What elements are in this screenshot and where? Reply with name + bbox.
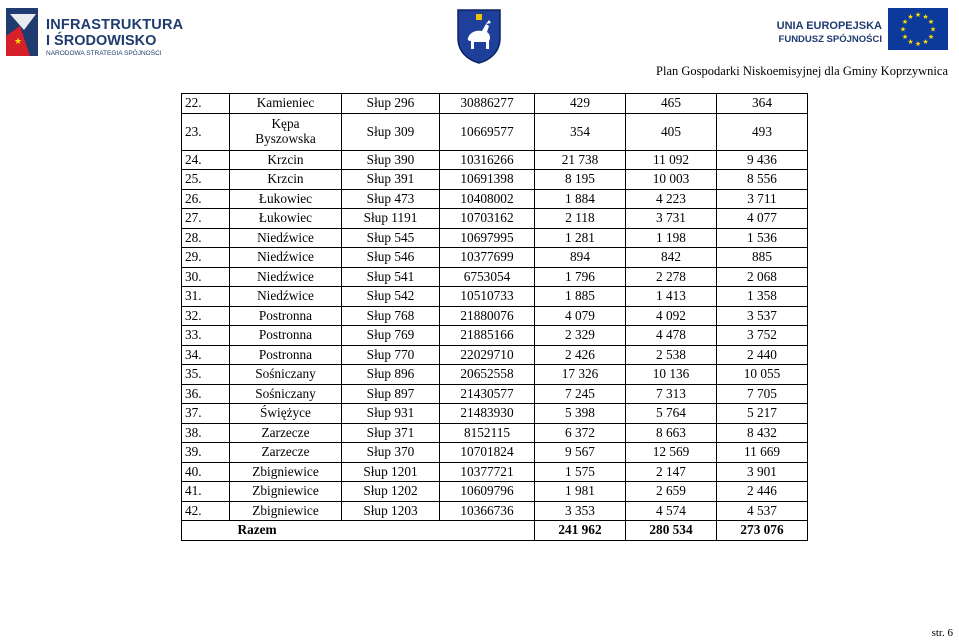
place-cell: Krzcin — [230, 150, 342, 170]
pole-cell: Słup 1202 — [342, 482, 440, 502]
value3-cell: 885 — [717, 248, 808, 268]
place-cell: Niedźwice — [230, 228, 342, 248]
value1-cell: 1 885 — [535, 287, 626, 307]
code-cell: 20652558 — [440, 365, 535, 385]
value2-cell: 5 764 — [626, 404, 717, 424]
code-cell: 21885166 — [440, 326, 535, 346]
pole-cell: Słup 1203 — [342, 501, 440, 521]
value1-cell: 2 426 — [535, 345, 626, 365]
value3-cell: 2 440 — [717, 345, 808, 365]
value2-cell: 3 731 — [626, 209, 717, 229]
row-number-cell: 28. — [182, 228, 230, 248]
row-number-cell: 32. — [182, 306, 230, 326]
eu-logo-line1: UNIA EUROPEJSKA — [776, 20, 882, 32]
value2-cell: 465 — [626, 94, 717, 114]
row-number-cell: 26. — [182, 189, 230, 209]
pole-cell: Słup 768 — [342, 306, 440, 326]
code-cell: 10701824 — [440, 443, 535, 463]
value3-cell: 9 436 — [717, 150, 808, 170]
place-cell: Łukowiec — [230, 209, 342, 229]
row-number-cell: 40. — [182, 462, 230, 482]
place-cell: Postronna — [230, 306, 342, 326]
place-cell: Zarzecze — [230, 443, 342, 463]
svg-text:★: ★ — [927, 33, 935, 41]
svg-text:★: ★ — [907, 38, 914, 46]
value2-cell: 842 — [626, 248, 717, 268]
value1-cell: 3 353 — [535, 501, 626, 521]
row-number-cell: 24. — [182, 150, 230, 170]
svg-text:★: ★ — [907, 13, 914, 21]
value1-cell: 1 796 — [535, 267, 626, 287]
eu-logo-line2: FUNDUSZ SPÓJNOŚCI — [778, 34, 882, 45]
pole-cell: Słup 371 — [342, 423, 440, 443]
svg-text:★: ★ — [922, 13, 929, 21]
row-number-cell: 33. — [182, 326, 230, 346]
place-line1: Kępa — [271, 116, 300, 131]
code-cell: 10669577 — [440, 113, 535, 150]
value3-cell: 2 068 — [717, 267, 808, 287]
infrastruktura-logo-line2: I ŚRODOWISKO — [46, 33, 157, 49]
value1-cell: 5 398 — [535, 404, 626, 424]
value1-cell: 2 118 — [535, 209, 626, 229]
value3-cell: 493 — [717, 113, 808, 150]
pole-cell: Słup 896 — [342, 365, 440, 385]
place-cell: Sośniczany — [230, 365, 342, 385]
value2-cell: 4 478 — [626, 326, 717, 346]
place-line2: Byszowska — [255, 131, 316, 146]
total-v3-cell: 273 076 — [717, 521, 808, 541]
place-cell — [230, 113, 342, 150]
value1-cell: 6 372 — [535, 423, 626, 443]
code-cell: 21880076 — [440, 306, 535, 326]
value2-cell: 8 663 — [626, 423, 717, 443]
value2-cell: 1 198 — [626, 228, 717, 248]
pole-cell: Słup 296 — [342, 94, 440, 114]
table-row — [182, 170, 808, 190]
svg-text:★: ★ — [899, 25, 907, 34]
total-label: Razem — [230, 521, 535, 541]
infrastruktura-logo-line3: NARODOWA STRATEGIA SPÓJNOŚCI — [46, 50, 162, 57]
code-cell: 21430577 — [440, 384, 535, 404]
value1-cell: 9 567 — [535, 443, 626, 463]
code-cell: 6753054 — [440, 267, 535, 287]
place-cell: Łukowiec — [230, 189, 342, 209]
value1-cell: 429 — [535, 94, 626, 114]
value3-cell: 3 537 — [717, 306, 808, 326]
pole-cell: Słup 390 — [342, 150, 440, 170]
place-cell: Niedźwice — [230, 248, 342, 268]
place-cell: Niedźwice — [230, 267, 342, 287]
place-multiline — [255, 116, 316, 146]
table-row — [182, 482, 808, 502]
code-cell: 10697995 — [440, 228, 535, 248]
svg-text:★: ★ — [929, 25, 937, 34]
infrastruktura-logo-line1: INFRASTRUKTURA — [46, 17, 184, 33]
pole-cell: Słup 546 — [342, 248, 440, 268]
pole-cell: Słup 473 — [342, 189, 440, 209]
value2-cell: 4 223 — [626, 189, 717, 209]
pole-cell: Słup 309 — [342, 113, 440, 150]
place-cell: Zarzecze — [230, 423, 342, 443]
pole-cell: Słup 897 — [342, 384, 440, 404]
row-number-cell: 34. — [182, 345, 230, 365]
code-cell: 8152115 — [440, 423, 535, 443]
svg-text:★: ★ — [901, 33, 909, 41]
value3-cell: 3 752 — [717, 326, 808, 346]
value3-cell: 2 446 — [717, 482, 808, 502]
row-number-cell: 35. — [182, 365, 230, 385]
value1-cell: 1 981 — [535, 482, 626, 502]
code-cell: 10703162 — [440, 209, 535, 229]
value3-cell: 1 358 — [717, 287, 808, 307]
place-cell: Krzcin — [230, 170, 342, 190]
value3-cell: 1 536 — [717, 228, 808, 248]
row-number-cell: 23. — [182, 113, 230, 150]
value1-cell: 354 — [535, 113, 626, 150]
place-cell: Zbigniewice — [230, 501, 342, 521]
value3-cell: 4 537 — [717, 501, 808, 521]
row-number-cell: 42. — [182, 501, 230, 521]
page-number: str. 6 — [931, 627, 953, 639]
gmina-crest-icon — [456, 8, 502, 64]
infrastruktura-logo — [6, 8, 184, 57]
row-number-cell: 37. — [182, 404, 230, 424]
table-row — [182, 443, 808, 463]
table-row — [182, 113, 808, 150]
value3-cell: 5 217 — [717, 404, 808, 424]
table-row — [182, 228, 808, 248]
table-row — [182, 384, 808, 404]
pole-cell: Słup 1191 — [342, 209, 440, 229]
value1-cell: 894 — [535, 248, 626, 268]
value2-cell: 12 569 — [626, 443, 717, 463]
table-row — [182, 209, 808, 229]
svg-text:★: ★ — [901, 18, 909, 26]
data-table-body — [182, 94, 808, 541]
pole-cell: Słup 541 — [342, 267, 440, 287]
value2-cell: 7 313 — [626, 384, 717, 404]
value1-cell: 7 245 — [535, 384, 626, 404]
eu-logo — [776, 8, 950, 56]
value2-cell: 2 278 — [626, 267, 717, 287]
value2-cell: 405 — [626, 113, 717, 150]
code-cell: 10408002 — [440, 189, 535, 209]
value1-cell: 4 079 — [535, 306, 626, 326]
table-row — [182, 462, 808, 482]
code-cell: 30886277 — [440, 94, 535, 114]
code-cell: 10377721 — [440, 462, 535, 482]
total-row — [182, 521, 808, 541]
row-number-cell: 27. — [182, 209, 230, 229]
table-row — [182, 150, 808, 170]
table-row — [182, 189, 808, 209]
svg-text:★: ★ — [927, 18, 935, 26]
row-number-cell: 41. — [182, 482, 230, 502]
pole-cell: Słup 769 — [342, 326, 440, 346]
place-cell: Zbigniewice — [230, 462, 342, 482]
place-cell: Sośniczany — [230, 384, 342, 404]
value1-cell: 1 575 — [535, 462, 626, 482]
place-cell: Postronna — [230, 326, 342, 346]
value3-cell: 4 077 — [717, 209, 808, 229]
value1-cell: 21 738 — [535, 150, 626, 170]
table-row — [182, 345, 808, 365]
table-row — [182, 287, 808, 307]
value2-cell: 4 574 — [626, 501, 717, 521]
total-v1-cell: 241 962 — [535, 521, 626, 541]
table-row — [182, 501, 808, 521]
code-cell: 21483930 — [440, 404, 535, 424]
table-row — [182, 326, 808, 346]
infrastruktura-flag-icon — [6, 8, 38, 56]
eu-flag-icon — [888, 8, 948, 50]
code-cell: 10377699 — [440, 248, 535, 268]
place-cell: Postronna — [230, 345, 342, 365]
code-cell: 10510733 — [440, 287, 535, 307]
pole-cell: Słup 391 — [342, 170, 440, 190]
value1-cell: 17 326 — [535, 365, 626, 385]
pole-cell: Słup 931 — [342, 404, 440, 424]
row-number-cell: 30. — [182, 267, 230, 287]
value2-cell: 1 413 — [626, 287, 717, 307]
value3-cell: 364 — [717, 94, 808, 114]
value3-cell: 8 432 — [717, 423, 808, 443]
pole-cell: Słup 545 — [342, 228, 440, 248]
code-cell: 10691398 — [440, 170, 535, 190]
value3-cell: 7 705 — [717, 384, 808, 404]
value2-cell: 2 538 — [626, 345, 717, 365]
table-row — [182, 94, 808, 114]
value2-cell: 10 136 — [626, 365, 717, 385]
data-table — [181, 93, 808, 541]
row-number-cell: 29. — [182, 248, 230, 268]
value3-cell: 3 901 — [717, 462, 808, 482]
value3-cell: 11 669 — [717, 443, 808, 463]
table-row — [182, 248, 808, 268]
value1-cell: 2 329 — [535, 326, 626, 346]
place-cell: Zbigniewice — [230, 482, 342, 502]
plan-title: Plan Gospodarki Niskoemisyjnej dla Gminy Koprzywnica — [656, 64, 948, 78]
value1-cell: 1 884 — [535, 189, 626, 209]
code-cell: 10366736 — [440, 501, 535, 521]
pole-cell: Słup 542 — [342, 287, 440, 307]
pole-cell: Słup 370 — [342, 443, 440, 463]
value2-cell: 10 003 — [626, 170, 717, 190]
row-number-cell: 38. — [182, 423, 230, 443]
table-row — [182, 404, 808, 424]
value3-cell: 10 055 — [717, 365, 808, 385]
pole-cell: Słup 770 — [342, 345, 440, 365]
table-row — [182, 423, 808, 443]
row-number-cell: 25. — [182, 170, 230, 190]
value2-cell: 2 659 — [626, 482, 717, 502]
row-number-cell: 31. — [182, 287, 230, 307]
value2-cell: 2 147 — [626, 462, 717, 482]
svg-text:★: ★ — [14, 37, 23, 47]
total-blank-cell — [182, 521, 230, 541]
value1-cell: 8 195 — [535, 170, 626, 190]
place-cell: Niedźwice — [230, 287, 342, 307]
place-cell: Świężyce — [230, 404, 342, 424]
code-cell: 22029710 — [440, 345, 535, 365]
svg-text:★: ★ — [914, 40, 922, 48]
table-row — [182, 306, 808, 326]
value3-cell: 8 556 — [717, 170, 808, 190]
code-cell: 10316266 — [440, 150, 535, 170]
table-row — [182, 365, 808, 385]
value2-cell: 11 092 — [626, 150, 717, 170]
place-cell: Kamieniec — [230, 94, 342, 114]
code-cell: 10609796 — [440, 482, 535, 502]
svg-text:★: ★ — [922, 38, 929, 46]
row-number-cell: 39. — [182, 443, 230, 463]
row-number-cell: 22. — [182, 94, 230, 114]
total-v2-cell: 280 534 — [626, 521, 717, 541]
value2-cell: 4 092 — [626, 306, 717, 326]
table-row — [182, 267, 808, 287]
row-number-cell: 36. — [182, 384, 230, 404]
value3-cell: 3 711 — [717, 189, 808, 209]
value1-cell: 1 281 — [535, 228, 626, 248]
pole-cell: Słup 1201 — [342, 462, 440, 482]
svg-text:★: ★ — [914, 11, 922, 19]
